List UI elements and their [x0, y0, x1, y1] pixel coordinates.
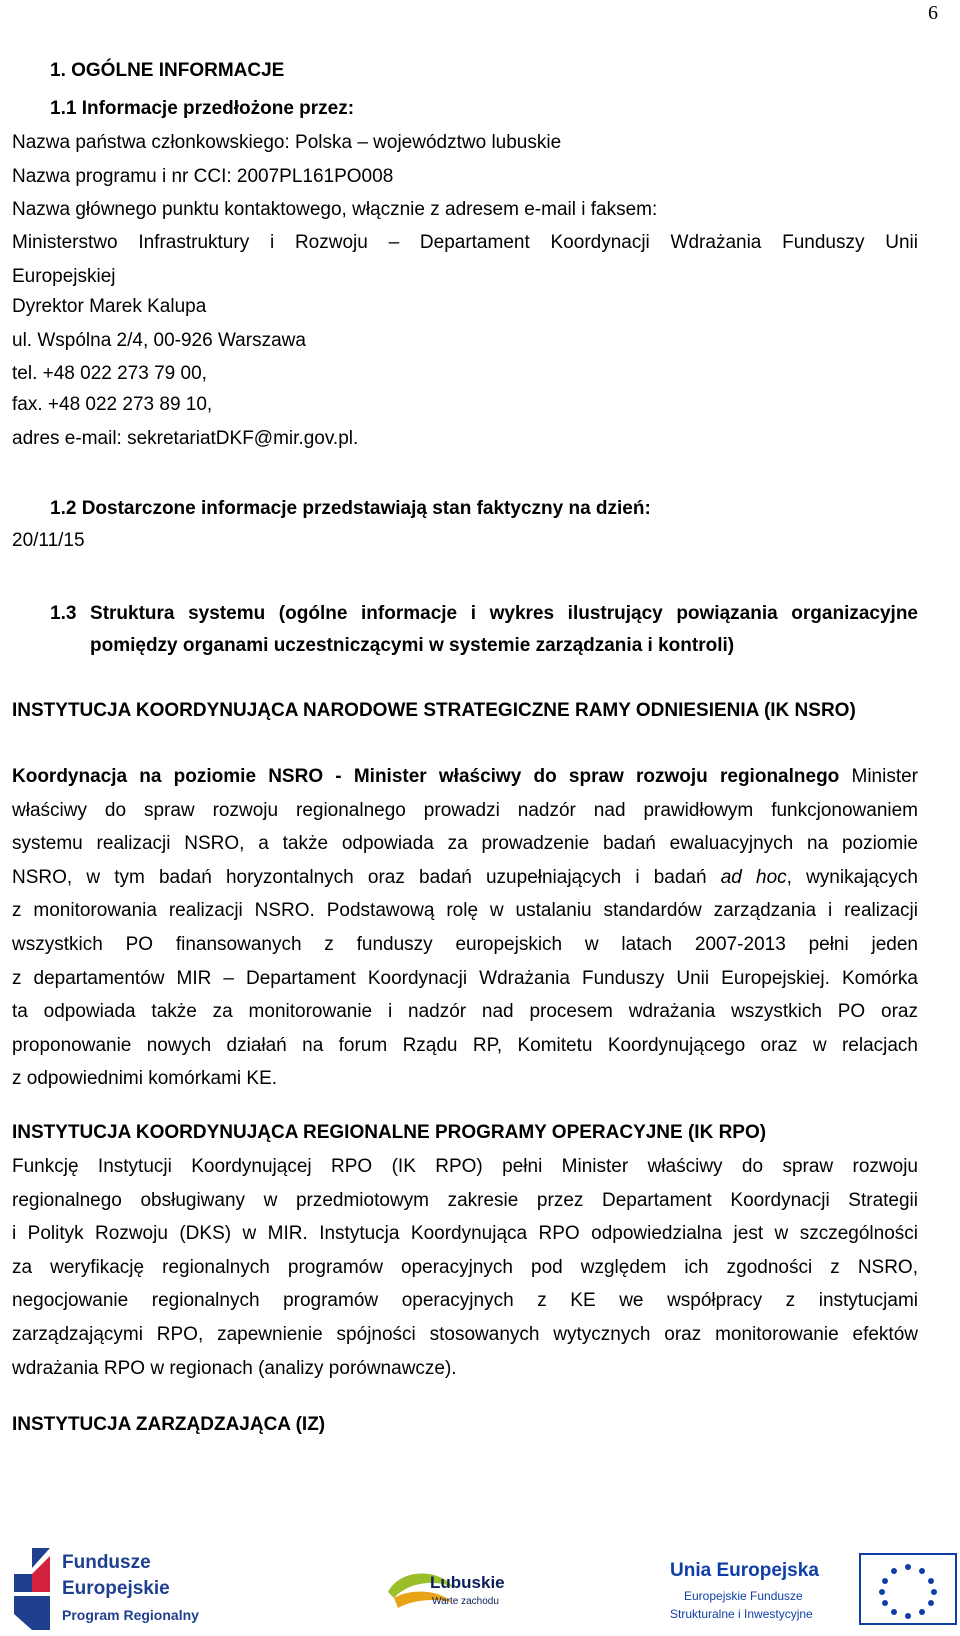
ik-rpo-paragraph — [12, 1150, 918, 1385]
tel-line: tel. +48 022 273 79 00, — [12, 363, 207, 384]
ik-nsro-heading: INSTYTUCJA KOORDYNUJĄCA NARODOWE STRATEGICZNE RAMY ODNIESIENIA (IK NSRO) — [12, 700, 856, 721]
fundusze-europejskie-logo — [10, 1544, 210, 1634]
ik-rpo-line: za weryfikację regionalnych programów operacyjnych pod względem ich zgodności z NSRO, — [12, 1256, 918, 1278]
iz-heading: INSTYTUCJA ZARZĄDZAJĄCA (IZ) — [12, 1414, 326, 1435]
ik-nsro-line: właściwy do spraw rozwoju regionalnego prowadzi nadzór nad prawidłowym funkcjonowaniem — [12, 799, 918, 821]
section-title: 1. OGÓLNE INFORMACJE — [50, 60, 285, 81]
ik-nsro-line: ta odpowiada także za monitorowanie i nadzór nad procesem wdrażania wszystkich PO oraz — [12, 1001, 918, 1023]
lub-line-1: Lubuskie — [430, 1573, 505, 1592]
member-state-line: Nazwa państwa członkowskiego: Polska – województwo lubuskie — [12, 132, 562, 153]
ik-nsro-line: z monitorowania realizacji NSRO. Podstawową rolę w ustalaniu standardów zarządzania i realizacji — [12, 900, 918, 922]
ik-nsro-line: z departamentów MIR – Departament Koordynacji Wdrażania Funduszy Unii Europejskiej. Komórka — [12, 967, 918, 989]
ik-rpo-line: zarządzającymi RPO, zapewnienie spójności stosowanych wytycznych oraz monitorowanie efektów — [12, 1323, 918, 1345]
ministry-line-2: Europejskiej — [12, 265, 116, 287]
email-line: adres e-mail: sekretariatDKF@mir.gov.pl. — [12, 428, 359, 449]
ik-nsro-line: systemu realizacji NSRO, a także odpowiada za prowadzenie badań ewaluacyjnych na poziomie — [12, 833, 918, 855]
footer-logos — [0, 1540, 960, 1636]
fe-line-1: Fundusze — [62, 1552, 151, 1573]
fax-line: fax. +48 022 273 89 10, — [12, 394, 213, 415]
ik-nsro-lead: Koordynacja na poziomie NSRO - Minister właściwy do spraw rozwoju regionalnego — [12, 766, 840, 787]
lub-line-2: Warte zachodu — [432, 1596, 499, 1607]
date-line: 20/11/15 — [12, 530, 85, 551]
ik-nsro-paragraph — [12, 760, 918, 1096]
ministry-block — [12, 226, 918, 293]
unia-europejska-logo — [670, 1552, 960, 1636]
contact-point-line: Nazwa głównego punktu kontaktowego, włącznie z adresem e-mail i faksem: — [12, 199, 658, 220]
ik-rpo-line: Funkcję Instytucji Koordynującej RPO (IK RPO) pełni Minister właściwy do spraw rozwoju — [12, 1156, 918, 1177]
ue-line-3: Strukturalne i Inwestycyjne — [670, 1607, 813, 1621]
fe-line-2: Europejskie — [62, 1578, 170, 1599]
ue-line-1: Unia Europejska — [670, 1560, 819, 1581]
ik-nsro-line: proponowanie nowych działań na forum Rządu RP, Komitetu Koordynującego oraz w relacjach — [12, 1034, 918, 1056]
ik-nsro-line-4: NSRO, w tym badań horyzontalnych oraz badań uzupełniających i badań ad hoc, wynikających — [12, 866, 919, 888]
ik-rpo-line: i Polityk Rozwoju (DKS) w MIR. Instytucja Koordynująca RPO odpowiedzialna jest w szczególności — [12, 1223, 918, 1245]
program-line: Nazwa programu i nr CCI: 2007PL161PO008 — [12, 166, 394, 187]
ik-rpo-line: wdrażania RPO w regionach (analizy porównawcze). — [12, 1357, 457, 1379]
page-number: 6 — [928, 2, 938, 24]
fe-line-3: Program Regionalny — [62, 1607, 199, 1623]
ik-rpo-heading: INSTYTUCJA KOORDYNUJĄCA REGIONALNE PROGRAMY OPERACYJNE (IK RPO) — [12, 1122, 767, 1143]
director-line: Dyrektor Marek Kalupa — [12, 296, 207, 317]
subsection-1-1-title: 1.1 Informacje przedłożone przez: — [50, 98, 355, 119]
ministry-line: Ministerstwo Infrastruktury i Rozwoju – Departament Koordynacji Wdrażania Funduszy Unii — [12, 232, 918, 253]
subsection-1-3-title-line-1: 1.3 Struktura systemu (ogólne informacje i wykres ilustrujący powiązania organizacyjne — [50, 603, 918, 624]
ik-rpo-line: negocjowanie regionalnych programów operacyjnych z KE we współpracy z instytucjami — [12, 1290, 918, 1312]
subsection-1-2-title: 1.2 Dostarczone informacje przedstawiają stan faktyczny na dzień: — [50, 498, 651, 519]
address-line: ul. Wspólna 2/4, 00-926 Warszawa — [12, 330, 306, 351]
ik-rpo-line: regionalnego obsługiwany w przedmiotowym zakresie przez Departament Koordynacji Strategii — [12, 1189, 918, 1211]
lubuskie-logo — [380, 1558, 540, 1628]
ik-nsro-line: wszystkich PO finansowanych z funduszy europejskich w latach 2007-2013 pełni jeden — [12, 933, 918, 955]
subsection-1-3-title-line-2: pomiędzy organami uczestniczącymi w systemie zarządzania i kontroli) — [90, 635, 735, 656]
ik-nsro-line: z odpowiednimi komórkami KE. — [12, 1068, 278, 1090]
ik-nsro-line-1: Koordynacja na poziomie NSRO - Minister właściwy do spraw rozwoju regionalnego Minister — [12, 766, 918, 787]
ue-line-2: Europejskie Fundusze — [684, 1589, 803, 1603]
